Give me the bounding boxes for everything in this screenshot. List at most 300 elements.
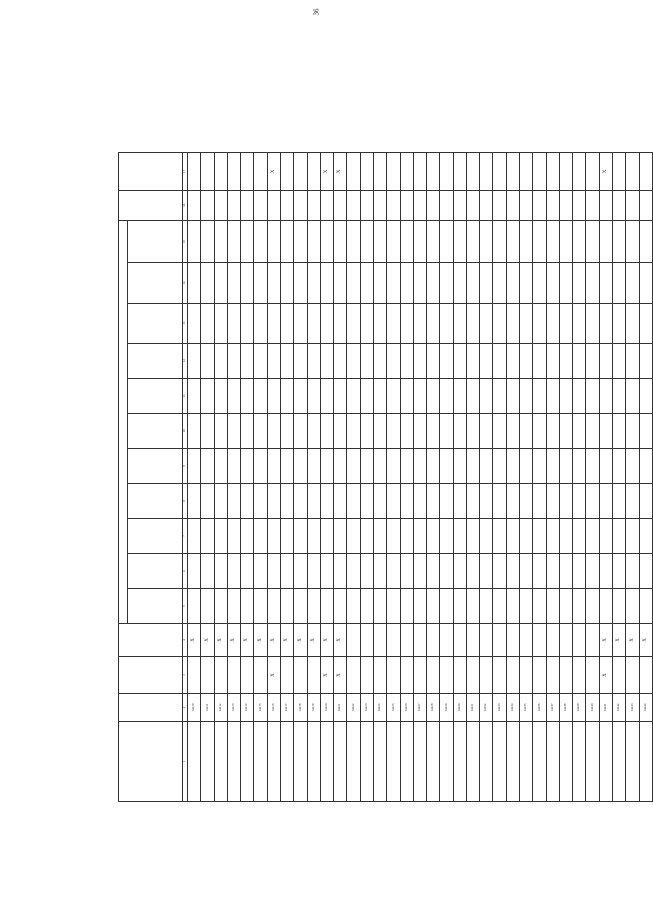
cell-marker [520,413,533,448]
cell-marker [613,413,626,448]
cell-marker [480,483,493,518]
cell-marker [307,220,320,263]
cell-marker [373,448,386,483]
cell-marker [466,518,479,553]
cell-marker [214,448,227,483]
cell-marker [613,448,626,483]
cell-marker [373,589,386,624]
cell-marker [294,263,307,303]
cell-marker [241,303,254,343]
cell-marker [241,413,254,448]
cell-marker: X [280,624,293,657]
cell-marker [427,518,440,553]
cell-marker [466,303,479,343]
cell-marker [599,263,612,303]
cell-marker [387,448,400,483]
cell-marker [506,483,519,518]
cell-marker [440,448,453,483]
cell-marker [440,378,453,413]
cell-marker [400,656,413,694]
cell-marker [546,153,559,191]
cell-marker [387,263,400,303]
cell-marker [453,518,466,553]
cell-marker [520,303,533,343]
row-name [520,721,533,801]
cell-marker [613,483,626,518]
cell-marker [280,656,293,694]
column-group-header [119,220,128,623]
column-number: 4 [183,624,188,657]
cell-marker [227,303,240,343]
cell-marker [254,413,267,448]
cell-marker [466,624,479,657]
cell-marker [334,589,347,624]
row-name [347,721,360,801]
table-row [427,153,440,802]
cell-marker [413,190,426,220]
cell-marker [520,483,533,518]
row-code: 14213 [227,694,240,722]
cell-marker [188,483,201,518]
cell-marker [214,220,227,263]
column-subheader [128,343,183,378]
cell-marker [440,303,453,343]
cell-marker [320,448,333,483]
cell-marker [520,589,533,624]
cell-marker [188,589,201,624]
cell-marker [227,190,240,220]
cell-marker [613,220,626,263]
row-name [533,721,546,801]
cell-marker [280,589,293,624]
cell-marker [573,378,586,413]
cell-marker [639,343,652,378]
cell-marker [188,656,201,694]
cell-marker [493,190,506,220]
cell-marker [427,624,440,657]
form-table [118,152,653,802]
cell-marker [334,448,347,483]
cell-marker [573,263,586,303]
cell-marker [307,303,320,343]
cell-marker [360,303,373,343]
row-code: 14220 [320,694,333,722]
cell-marker [267,483,280,518]
cell-marker [360,153,373,191]
cell-marker [373,624,386,657]
cell-marker [214,554,227,589]
cell-marker [440,656,453,694]
cell-marker [626,448,639,483]
cell-marker [493,624,506,657]
row-name [613,721,626,801]
cell-marker [188,554,201,589]
cell-marker: X [307,624,320,657]
cell-marker [400,153,413,191]
cell-marker [546,554,559,589]
cell-marker: X [201,624,214,657]
cell-marker [493,153,506,191]
cell-marker [599,413,612,448]
row-name [241,721,254,801]
cell-marker [573,220,586,263]
cell-marker [506,220,519,263]
row-code: 14237 [546,694,559,722]
cell-marker: X [267,153,280,191]
cell-marker [400,554,413,589]
cell-marker [626,554,639,589]
cell-marker [373,378,386,413]
cell-marker [427,220,440,263]
cell-marker [506,413,519,448]
cell-marker [520,220,533,263]
row-name [546,721,559,801]
cell-marker [599,448,612,483]
cell-marker [214,413,227,448]
cell-marker [613,190,626,220]
cell-marker [254,263,267,303]
cell-marker [413,343,426,378]
table-row [613,153,626,802]
cell-marker [400,220,413,263]
cell-marker: X [241,624,254,657]
cell-marker [559,413,572,448]
cell-marker [227,589,240,624]
cell-marker [533,413,546,448]
cell-marker [360,483,373,518]
cell-marker [493,220,506,263]
cell-marker [188,263,201,303]
cell-marker [334,343,347,378]
cell-marker [453,303,466,343]
cell-marker [573,483,586,518]
row-code: 14233 [493,694,506,722]
cell-marker [427,303,440,343]
cell-marker [387,190,400,220]
cell-marker [400,303,413,343]
cell-marker [520,378,533,413]
cell-marker [267,378,280,413]
column-header [119,153,183,191]
cell-marker [400,589,413,624]
cell-marker [466,153,479,191]
cell-marker [427,589,440,624]
cell-marker [373,153,386,191]
row-name [466,721,479,801]
cell-marker: X [599,656,612,694]
cell-marker [201,303,214,343]
cell-marker [214,263,227,303]
cell-marker [267,413,280,448]
cell-marker [360,220,373,263]
column-number: 9 [183,448,188,483]
cell-marker [360,413,373,448]
cell-marker [280,413,293,448]
cell-marker [294,153,307,191]
row-code: 14211 [201,694,214,722]
row-code: 14210 [188,694,201,722]
row-code: 14225 [387,694,400,722]
cell-marker [546,518,559,553]
cell-marker [201,518,214,553]
cell-marker [506,343,519,378]
cell-marker [586,303,599,343]
table-row [387,153,400,802]
cell-marker [639,153,652,191]
column-number: 8 [183,483,188,518]
cell-marker: X [227,624,240,657]
cell-marker [227,220,240,263]
cell-marker [533,190,546,220]
cell-marker [573,413,586,448]
cell-marker [214,190,227,220]
cell-marker [387,220,400,263]
cell-marker [347,624,360,657]
row-code: 14222 [347,694,360,722]
column-number: 5 [183,589,188,624]
column-number: 6 [183,554,188,589]
cell-marker [573,343,586,378]
cell-marker [480,624,493,657]
cell-marker [201,483,214,518]
cell-marker [214,656,227,694]
cell-marker [214,378,227,413]
cell-marker [267,448,280,483]
cell-marker [267,589,280,624]
column-subheader [128,303,183,343]
row-name [320,721,333,801]
row-name [188,721,201,801]
column-header [119,656,183,694]
cell-marker [506,263,519,303]
cell-marker [227,483,240,518]
cell-marker [573,656,586,694]
cell-marker: X [267,624,280,657]
cell-marker [466,263,479,303]
cell-marker [586,220,599,263]
cell-marker [320,220,333,263]
row-name [307,721,320,801]
cell-marker [599,220,612,263]
cell-marker [506,303,519,343]
cell-marker [280,343,293,378]
cell-marker [280,303,293,343]
cell-marker [400,263,413,303]
cell-marker [573,624,586,657]
cell-marker [387,554,400,589]
cell-marker [453,589,466,624]
cell-marker [307,378,320,413]
cell-marker [201,656,214,694]
cell-marker [188,378,201,413]
row-name [559,721,572,801]
row-name [214,721,227,801]
cell-marker [400,483,413,518]
cell-marker [360,518,373,553]
cell-marker [533,483,546,518]
cell-marker [360,624,373,657]
column-number: 17 [183,153,188,191]
cell-marker [413,518,426,553]
cell-marker [586,483,599,518]
cell-marker [254,656,267,694]
cell-marker [599,378,612,413]
table-row [466,153,479,802]
column-number: 10 [183,413,188,448]
cell-marker [307,518,320,553]
cell-marker [267,343,280,378]
cell-marker [227,263,240,303]
row-name [360,721,373,801]
cell-marker [201,589,214,624]
cell-marker [639,263,652,303]
cell-marker [427,413,440,448]
cell-marker [214,153,227,191]
cell-marker [506,656,519,694]
cell-marker [427,153,440,191]
cell-marker [347,263,360,303]
row-code: 14235 [520,694,533,722]
cell-marker [586,518,599,553]
cell-marker [254,378,267,413]
cell-marker [347,656,360,694]
cell-marker [307,589,320,624]
column-header [119,694,183,722]
cell-marker [506,190,519,220]
cell-marker [400,343,413,378]
column-number: 15 [183,220,188,263]
row-code: 14231 [466,694,479,722]
cell-marker [387,153,400,191]
cell-marker [334,190,347,220]
cell-marker [294,589,307,624]
cell-marker [506,153,519,191]
cell-marker [294,303,307,343]
cell-marker [347,518,360,553]
row-code: 14243 [626,694,639,722]
cell-marker [201,378,214,413]
cell-marker [440,153,453,191]
cell-marker: X [320,153,333,191]
cell-marker [520,448,533,483]
cell-marker [427,190,440,220]
cell-marker [373,413,386,448]
cell-marker [280,153,293,191]
cell-marker [639,518,652,553]
cell-marker [453,378,466,413]
table-row [307,153,320,802]
cell-marker [427,483,440,518]
cell-marker [626,153,639,191]
cell-marker [360,656,373,694]
cell-marker [493,483,506,518]
cell-marker [320,190,333,220]
cell-marker [373,263,386,303]
cell-marker [280,448,293,483]
cell-marker: X [334,656,347,694]
cell-marker [400,378,413,413]
row-code: 14244 [639,694,652,722]
cell-marker [626,656,639,694]
cell-marker [559,220,572,263]
cell-marker [201,448,214,483]
cell-marker [241,153,254,191]
cell-marker [493,448,506,483]
cell-marker [267,263,280,303]
cell-marker [294,554,307,589]
cell-marker [347,190,360,220]
cell-marker [520,624,533,657]
cell-marker [227,554,240,589]
row-name [334,721,347,801]
column-number: 1 [183,721,188,801]
cell-marker [506,589,519,624]
cell-marker [254,483,267,518]
cell-marker [440,518,453,553]
cell-marker [480,518,493,553]
cell-marker [559,263,572,303]
cell-marker [373,483,386,518]
cell-marker [559,303,572,343]
column-number: 16 [183,190,188,220]
cell-marker [573,518,586,553]
row-code: 14224 [373,694,386,722]
table-row [480,153,493,802]
row-name [400,721,413,801]
cell-marker [334,483,347,518]
cell-marker [559,656,572,694]
cell-marker [453,263,466,303]
cell-marker: X [188,624,201,657]
row-name [626,721,639,801]
cell-marker [320,554,333,589]
cell-marker [254,190,267,220]
cell-marker [387,589,400,624]
cell-marker [559,343,572,378]
cell-marker [466,378,479,413]
row-name [493,721,506,801]
cell-marker [480,303,493,343]
cell-marker [307,413,320,448]
cell-marker [347,589,360,624]
cell-marker [241,343,254,378]
row-name [440,721,453,801]
cell-marker [347,554,360,589]
cell-marker [599,483,612,518]
cell-marker [320,343,333,378]
cell-marker [559,153,572,191]
cell-marker [546,343,559,378]
column-number: 14 [183,263,188,303]
row-code: 14232 [480,694,493,722]
column-subheader [128,554,183,589]
cell-marker [400,624,413,657]
column-subheader [128,589,183,624]
cell-marker [387,483,400,518]
cell-marker [613,378,626,413]
table-row [241,153,254,802]
cell-marker [639,589,652,624]
cell-marker [626,518,639,553]
cell-marker [214,483,227,518]
cell-marker: X [294,624,307,657]
table-row [188,153,201,802]
cell-marker [360,378,373,413]
row-code: 14234 [506,694,519,722]
cell-marker [413,448,426,483]
row-name [254,721,267,801]
cell-marker [573,303,586,343]
